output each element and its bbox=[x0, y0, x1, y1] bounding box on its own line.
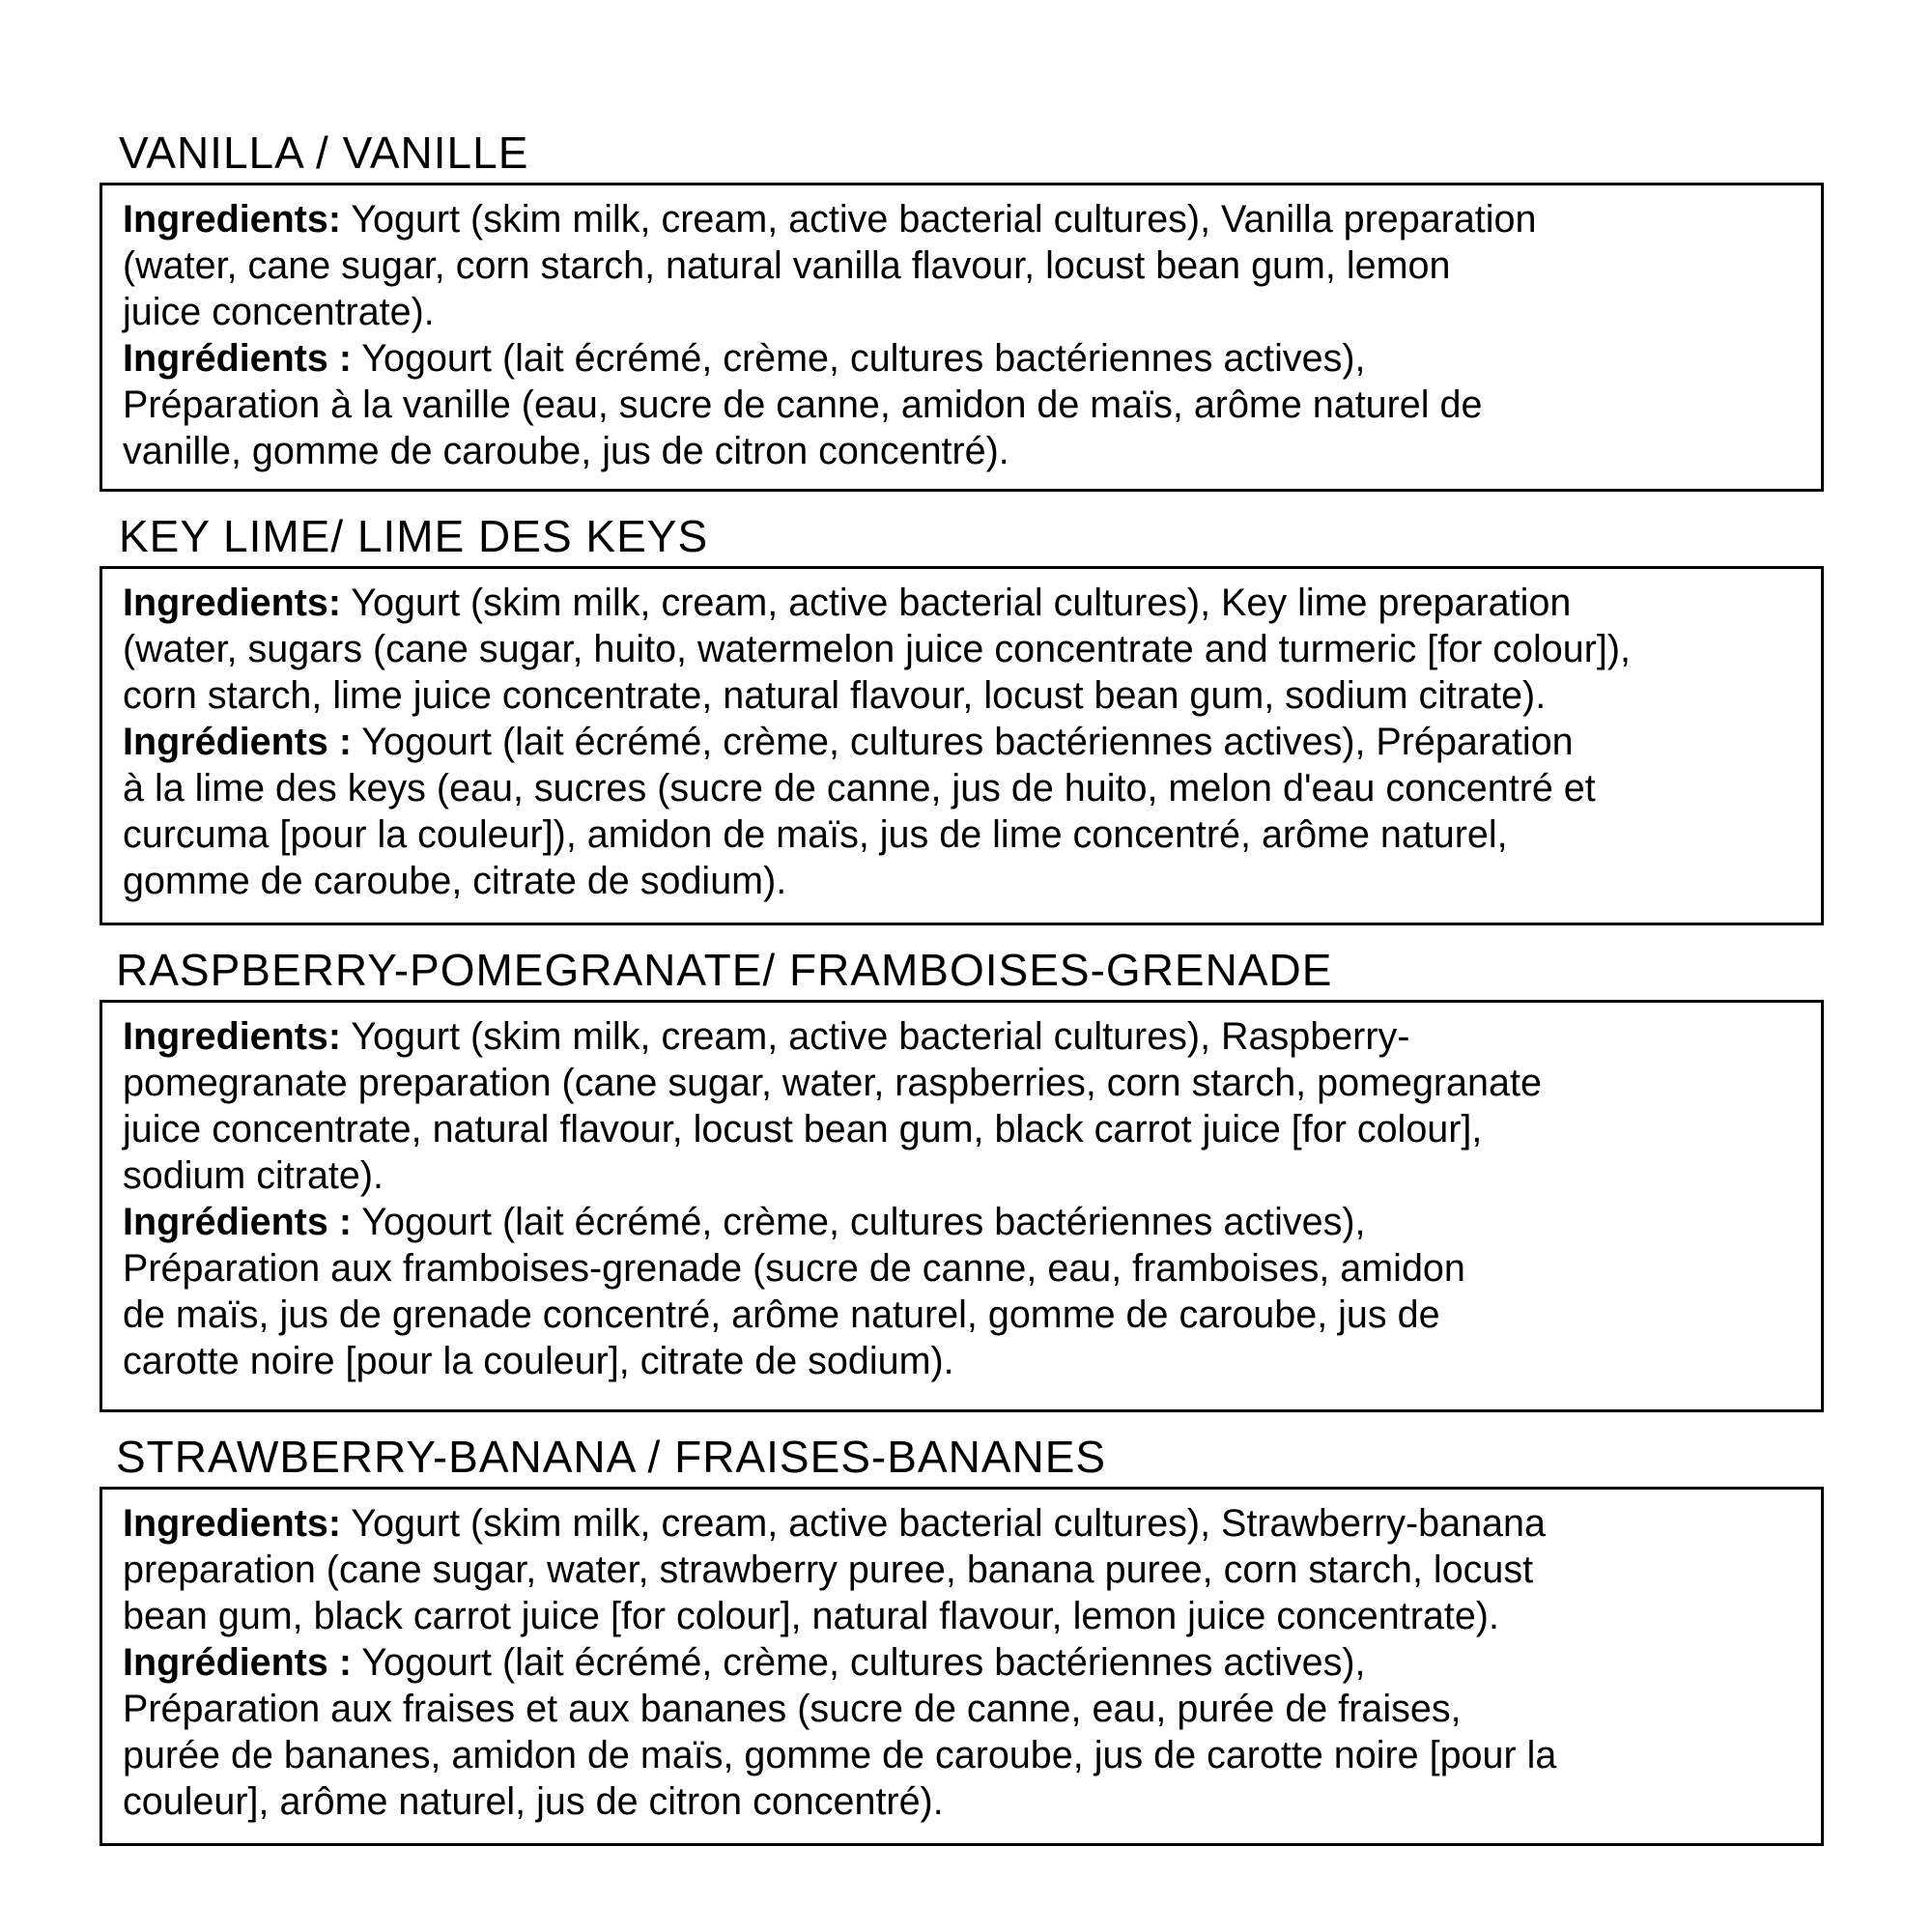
french-line: Yogourt (lait écrémé, crème, cultures bactériennes actives), Préparation bbox=[352, 721, 1574, 763]
french-line: Yogourt (lait écrémé, crème, cultures bactériennes actives), bbox=[352, 1641, 1366, 1684]
english-ingredients-label: Ingredients: bbox=[123, 198, 342, 241]
french-line: Préparation aux framboises-grenade (sucre de canne, eau, framboises, amidon bbox=[123, 1247, 1465, 1290]
english-ingredients bbox=[123, 1013, 1802, 1199]
french-ingredients-label: Ingrédients : bbox=[123, 721, 353, 763]
english-line: (water, sugars (cane sugar, huito, watermelon juice concentrate and turmeric [for colour]), bbox=[123, 628, 1631, 670]
ingredients-box-key-lime bbox=[99, 566, 1824, 925]
ingredients-box-vanilla bbox=[99, 183, 1824, 492]
ingredients-box-raspberry-pomegranate bbox=[99, 1000, 1824, 1412]
french-line: carotte noire [pour la couleur], citrate de sodium). bbox=[123, 1340, 954, 1382]
english-ingredients bbox=[123, 1500, 1802, 1639]
english-line: (water, cane sugar, corn starch, natural vanilla flavour, locust bean gum, lemon bbox=[123, 244, 1451, 287]
english-line: juice concentrate). bbox=[123, 291, 435, 333]
french-line: curcuma [pour la couleur]), amidon de maïs, jus de lime concentré, arôme naturel, bbox=[123, 813, 1508, 856]
english-ingredients-label: Ingredients: bbox=[123, 1502, 342, 1545]
ingredients-box-strawberry-banana bbox=[99, 1487, 1824, 1846]
english-line: Yogurt (skim milk, cream, active bacterial cultures), Key lime preparation bbox=[341, 582, 1572, 624]
french-line: vanille, gomme de caroube, jus de citron concentré). bbox=[123, 430, 1009, 472]
french-ingredients-label: Ingrédients : bbox=[123, 1201, 353, 1243]
french-line: couleur], arôme naturel, jus de citron concentré). bbox=[123, 1780, 944, 1823]
section-heading-vanilla: VANILLA / VANILLE bbox=[119, 128, 529, 178]
english-line: pomegranate preparation (cane sugar, water, raspberries, corn starch, pomegranate bbox=[123, 1062, 1542, 1104]
french-line: Préparation aux fraises et aux bananes (sucre de canne, eau, purée de fraises, bbox=[123, 1688, 1462, 1730]
french-line: Préparation à la vanille (eau, sucre de canne, amidon de maïs, arôme naturel de bbox=[123, 384, 1483, 426]
english-line: Yogurt (skim milk, cream, active bacterial cultures), Strawberry-banana bbox=[341, 1502, 1546, 1545]
section-heading-strawberry-banana: STRAWBERRY-BANANA / FRAISES-BANANES bbox=[116, 1432, 1107, 1482]
english-line: bean gum, black carrot juice [for colour], natural flavour, lemon juice concentrate). bbox=[123, 1595, 1499, 1637]
english-line: preparation (cane sugar, water, strawberry puree, banana puree, corn starch, locust bbox=[123, 1548, 1534, 1591]
french-ingredients bbox=[123, 1199, 1802, 1384]
english-line: sodium citrate). bbox=[123, 1154, 384, 1197]
english-ingredients-label: Ingredients: bbox=[123, 1015, 342, 1058]
french-ingredients bbox=[123, 1639, 1802, 1825]
french-line: à la lime des keys (eau, sucres (sucre de canne, jus de huito, melon d'eau concentré et bbox=[123, 767, 1596, 810]
french-ingredients bbox=[123, 335, 1802, 474]
french-ingredients-label: Ingrédients : bbox=[123, 337, 353, 380]
french-line: purée de bananes, amidon de maïs, gomme de caroube, jus de carotte noire [pour la bbox=[123, 1734, 1557, 1776]
english-ingredients bbox=[123, 580, 1802, 719]
section-heading-key-lime: KEY LIME/ LIME DES KEYS bbox=[119, 511, 709, 561]
french-ingredients bbox=[123, 719, 1802, 904]
french-line: Yogourt (lait écrémé, crème, cultures bactériennes actives), bbox=[352, 337, 1366, 380]
english-line: juice concentrate, natural flavour, locust bean gum, black carrot juice [for colour], bbox=[123, 1108, 1483, 1151]
section-heading-raspberry-pomegranate: RASPBERRY-POMEGRANATE/ FRAMBOISES-GRENADE bbox=[116, 945, 1333, 995]
french-line: de maïs, jus de grenade concentré, arôme naturel, gomme de caroube, jus de bbox=[123, 1293, 1440, 1336]
english-ingredients bbox=[123, 196, 1802, 335]
french-line: gomme de caroube, citrate de sodium). bbox=[123, 860, 787, 902]
english-ingredients-label: Ingredients: bbox=[123, 582, 342, 624]
french-line: Yogourt (lait écrémé, crème, cultures bactériennes actives), bbox=[352, 1201, 1366, 1243]
english-line: Yogurt (skim milk, cream, active bacterial cultures), Vanilla preparation bbox=[341, 198, 1537, 241]
french-ingredients-label: Ingrédients : bbox=[123, 1641, 353, 1684]
english-line: corn starch, lime juice concentrate, natural flavour, locust bean gum, sodium citrate). bbox=[123, 674, 1547, 717]
english-line: Yogurt (skim milk, cream, active bacterial cultures), Raspberry- bbox=[341, 1015, 1410, 1058]
